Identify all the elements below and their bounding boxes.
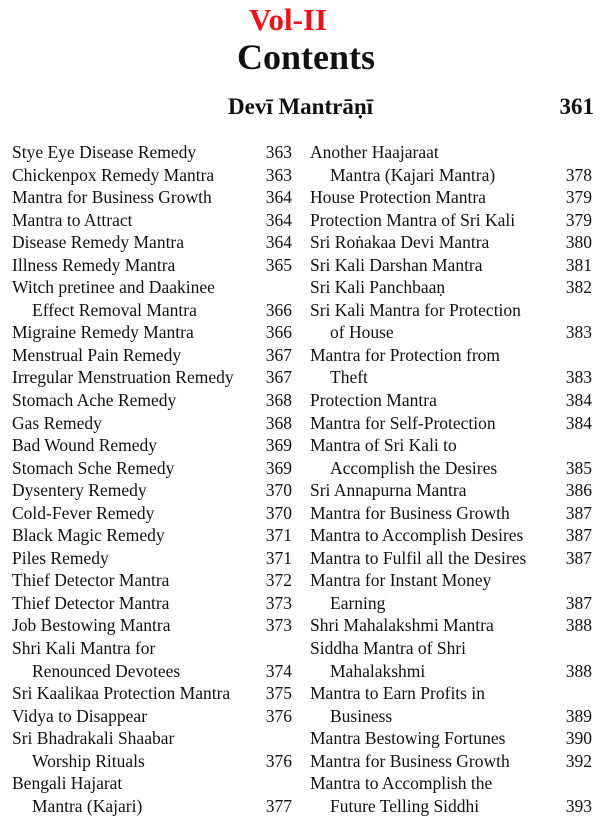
toc-line-continued: [310, 457, 592, 480]
toc-entry: [310, 772, 592, 817]
toc-entry-title: Mantra to Accomplish Desires: [310, 525, 524, 546]
toc-entry-title-continued: Renounced Devotees: [32, 660, 181, 681]
toc-entry-title: Another Haajaraat: [310, 142, 439, 162]
section-page-number: 361: [559, 94, 594, 119]
toc-entry: [310, 479, 592, 502]
toc-page-number: 370: [265, 480, 292, 501]
toc-line: [310, 772, 592, 795]
toc-entry: [12, 502, 292, 525]
toc-line: [12, 141, 292, 164]
toc-entry-title: Bad Wound Remedy: [12, 435, 158, 456]
toc-entry-title: Mantra of Sri Kali to: [310, 435, 457, 456]
toc-entry-title-continued: Mantra (Kajari): [32, 795, 143, 816]
toc-entry: [310, 412, 592, 435]
toc-page-number: 389: [565, 705, 592, 726]
toc-entry-title: Mantra for Instant Money: [310, 570, 492, 591]
toc-page-number: 387: [565, 592, 592, 613]
toc-entry: [310, 682, 592, 727]
toc-entry-title: Mantra to Attract: [12, 209, 133, 230]
toc-line: [310, 141, 592, 164]
toc-entry-title: Vidya to Disappear: [12, 705, 148, 726]
toc-entry-title: Sri Kali Mantra for Protection: [310, 299, 521, 320]
toc-page-number: 366: [265, 299, 292, 320]
toc-page-number: 390: [565, 728, 592, 749]
toc-entry-title: Shri Kali Mantra for: [12, 638, 156, 659]
toc-line-continued: [310, 366, 592, 389]
toc-page-number: 367: [265, 367, 292, 388]
toc-line: [12, 412, 292, 435]
toc-line: [12, 682, 292, 705]
toc-line: [12, 209, 292, 232]
toc-line: [310, 547, 592, 570]
toc-line: [310, 727, 592, 750]
toc-line: [310, 502, 592, 525]
toc-page-number: 376: [265, 750, 292, 771]
toc-entry-title: Stomach Ache Remedy: [12, 390, 177, 411]
toc-line: [12, 479, 292, 502]
toc-entry-title-continued: Worship Rituals: [32, 750, 145, 771]
toc-page-number: 363: [265, 142, 292, 162]
page-title: Contents: [236, 37, 375, 77]
toc-line: [310, 569, 592, 592]
toc-page-number: 387: [565, 547, 592, 568]
toc-line: [12, 727, 292, 750]
toc-entry: [310, 276, 592, 299]
toc-entry-title: Gas Remedy: [12, 412, 102, 433]
toc-line-continued: [12, 299, 292, 322]
toc-page-number: 368: [265, 412, 292, 433]
toc-entry-title: Thief Detector Mantra: [12, 592, 170, 613]
toc-line: [310, 299, 592, 322]
toc-entry: [12, 321, 292, 344]
toc-entry: [310, 750, 592, 773]
toc-entry-title: Mantra to Accomplish the: [310, 773, 493, 794]
toc-line-continued: [12, 750, 292, 773]
toc-line: [12, 434, 292, 457]
toc-entry: [12, 254, 292, 277]
toc-entry: [310, 434, 592, 479]
toc-line: [310, 209, 592, 232]
toc-entry: [310, 614, 592, 637]
toc-page-number: 372: [265, 570, 292, 591]
toc-line: [12, 276, 292, 299]
toc-entry-title-continued: Earning: [330, 592, 386, 613]
toc-entry-title: Thief Detector Mantra: [12, 570, 170, 591]
toc-page-number: 383: [565, 322, 592, 343]
toc-entry: [12, 209, 292, 232]
toc-page-number: 381: [565, 254, 592, 275]
toc-entry: [12, 479, 292, 502]
toc-line: [310, 186, 592, 209]
toc-entry-title: Protection Mantra of Sri Kali: [310, 209, 516, 230]
toc-entry: [12, 569, 292, 592]
toc-entry-title: Stomach Sche Remedy: [12, 457, 175, 478]
toc-entry: [12, 524, 292, 547]
toc-line: [12, 389, 292, 412]
toc-line-continued: [310, 795, 592, 818]
toc-entry: [310, 637, 592, 682]
toc-page-number: 380: [565, 232, 592, 253]
toc-entry: [12, 547, 292, 570]
toc-page-number: 384: [565, 390, 592, 411]
toc-entry-title: Siddha Mantra of Shri: [310, 638, 467, 659]
toc-page-number: 388: [565, 660, 592, 681]
toc-line: [12, 772, 292, 795]
toc-entry-title: Sri Bhadrakali Shaabar: [12, 728, 175, 749]
toc-page-number: 379: [565, 209, 592, 230]
toc-page-number: 366: [265, 322, 292, 343]
toc-entry-title: Irregular Menstruation Remedy: [12, 367, 234, 388]
toc-page-number: 375: [265, 683, 292, 704]
toc-line: [12, 592, 292, 615]
toc-entry-title: Disease Remedy Mantra: [12, 232, 185, 253]
toc-page-number: 385: [565, 457, 592, 478]
toc-entry-title: Mantra for Business Growth: [12, 187, 212, 208]
toc-entry-title: Protection Mantra: [310, 390, 437, 411]
toc-page-number: 393: [565, 795, 592, 816]
toc-page-number: 387: [565, 525, 592, 546]
toc-entry-title: Shri Mahalakshmi Mantra: [310, 615, 494, 636]
toc-line: [12, 637, 292, 660]
toc-entry-title-continued: Theft: [330, 367, 368, 388]
toc-line-continued: [310, 164, 592, 187]
toc-entry-title: Migraine Remedy Mantra: [12, 322, 194, 343]
toc-line: [12, 614, 292, 637]
toc-entry: [12, 231, 292, 254]
toc-entry-title: Sri Kali Darshan Mantra: [310, 254, 483, 275]
toc-line: [310, 254, 592, 277]
toc-entry: [12, 412, 292, 435]
toc-entry: [310, 727, 592, 750]
toc-page-number: 386: [565, 480, 592, 501]
section-title: Devī Mantrāṇī: [228, 94, 374, 119]
toc-page-number: 382: [565, 277, 592, 298]
toc-entry-title: Mantra to Earn Profits in: [310, 683, 485, 704]
toc-page-number: 387: [565, 502, 592, 523]
toc-entry-title: Mantra for Protection from: [310, 344, 501, 365]
toc-entry: [310, 389, 592, 412]
toc-entry: [310, 141, 592, 186]
toc-entry-title: Sri Roṅakaa Devi Mantra: [310, 232, 490, 253]
toc-entry-title-continued: Mantra (Kajari Mantra): [330, 164, 496, 185]
toc-line-continued: [310, 592, 592, 615]
toc-entry-title: Cold-Fever Remedy: [12, 502, 155, 523]
toc-entry-title: Sri Kali Panchbaaṇ: [310, 277, 446, 298]
toc-entry: [310, 569, 592, 614]
toc-line: [12, 321, 292, 344]
toc-entry: [12, 344, 292, 367]
contents-right-column: [310, 141, 592, 817]
toc-entry: [12, 592, 292, 615]
toc-entry-title-continued: Business: [330, 705, 393, 726]
toc-entry: [12, 705, 292, 728]
toc-page-number: 378: [565, 164, 592, 185]
toc-page-number: 364: [265, 232, 292, 253]
toc-line-continued: [310, 705, 592, 728]
toc-entry-title: Sri Annapurna Mantra: [310, 480, 467, 501]
toc-page-number: 371: [265, 525, 292, 546]
toc-page-number: 384: [565, 412, 592, 433]
toc-entry: [12, 186, 292, 209]
toc-entry: [12, 276, 292, 321]
toc-line: [310, 276, 592, 299]
toc-line: [12, 231, 292, 254]
toc-line: [12, 502, 292, 525]
toc-entry: [310, 231, 592, 254]
toc-entry-title-continued: of House: [330, 322, 394, 343]
toc-page-number: 373: [265, 615, 292, 636]
toc-line: [12, 164, 292, 187]
toc-entry: [12, 682, 292, 705]
toc-entry-title: Illness Remedy Mantra: [12, 254, 176, 275]
toc-entry-title: Mantra for Business Growth: [310, 750, 510, 771]
toc-page-number: 369: [265, 435, 292, 456]
toc-page-number: 364: [265, 209, 292, 230]
toc-line: [12, 186, 292, 209]
toc-entry: [12, 614, 292, 637]
toc-entry: [310, 524, 592, 547]
toc-entry-title: Stye Eye Disease Remedy: [12, 142, 197, 162]
toc-page-number: 388: [565, 615, 592, 636]
toc-line: [12, 254, 292, 277]
toc-entry: [12, 164, 292, 187]
toc-entry: [310, 254, 592, 277]
toc-entry-title: Mantra for Self-Protection: [310, 412, 496, 433]
toc-page-number: 370: [265, 502, 292, 523]
toc-entry-title-continued: Future Telling Siddhi: [330, 795, 480, 816]
toc-entry-title: House Protection Mantra: [310, 187, 486, 208]
toc-entry: [12, 434, 292, 457]
toc-page-number: 379: [565, 187, 592, 208]
toc-page-number: 371: [265, 547, 292, 568]
toc-line: [310, 524, 592, 547]
toc-entry: [310, 344, 592, 389]
toc-line-continued: [310, 321, 592, 344]
toc-entry-title: Witch pretinee and Daakinee: [12, 277, 215, 298]
toc-line: [310, 750, 592, 773]
toc-line: [12, 569, 292, 592]
toc-page-number: 364: [265, 187, 292, 208]
toc-entry-title: Chickenpox Remedy Mantra: [12, 164, 215, 185]
toc-line: [310, 434, 592, 457]
toc-line: [310, 479, 592, 502]
toc-entry-title-continued: Effect Removal Mantra: [32, 299, 197, 320]
toc-line-continued: [12, 660, 292, 683]
toc-line-continued: [310, 660, 592, 683]
toc-entry-title: Bengali Hajarat: [12, 773, 123, 794]
toc-entry: [12, 637, 292, 682]
toc-line: [310, 344, 592, 367]
toc-entry: [310, 299, 592, 344]
toc-entry: [12, 457, 292, 480]
toc-page-number: 373: [265, 592, 292, 613]
toc-line: [12, 705, 292, 728]
toc-line: [12, 547, 292, 570]
toc-line: [12, 366, 292, 389]
toc-entry-title: Job Bestowing Mantra: [12, 615, 171, 636]
toc-line: [12, 524, 292, 547]
toc-entry-title-continued: Mahalakshmi: [330, 660, 426, 681]
toc-line: [310, 389, 592, 412]
toc-entry: [12, 389, 292, 412]
toc-entry-title: Black Magic Remedy: [12, 525, 165, 546]
toc-entry: [12, 727, 292, 772]
toc-entry-title: Dysentery Remedy: [12, 480, 147, 501]
toc-entry-title: Menstrual Pain Remedy: [12, 344, 182, 365]
toc-entry-title-continued: Accomplish the Desires: [330, 457, 498, 478]
toc-entry: [12, 141, 292, 164]
toc-line: [310, 231, 592, 254]
toc-entry: [12, 366, 292, 389]
toc-line-continued: [12, 795, 292, 818]
toc-entry: [310, 186, 592, 209]
toc-page-number: 377: [265, 795, 292, 816]
toc-entry: [12, 772, 292, 817]
toc-line: [310, 614, 592, 637]
toc-entry: [310, 209, 592, 232]
toc-line: [12, 344, 292, 367]
toc-page-number: 374: [265, 660, 292, 681]
toc-page-number: 392: [565, 750, 592, 771]
toc-entry-title: Sri Kaalikaa Protection Mantra: [12, 683, 231, 704]
toc-entry: [310, 547, 592, 570]
toc-entry-title: Piles Remedy: [12, 547, 109, 568]
toc-page-number: 383: [565, 367, 592, 388]
toc-page-number: 365: [265, 254, 292, 275]
toc-line: [12, 457, 292, 480]
toc-page-number: 367: [265, 344, 292, 365]
toc-entry: [310, 502, 592, 525]
toc-page-number: 376: [265, 705, 292, 726]
toc-line: [310, 682, 592, 705]
toc-entry-title: Mantra to Fulfil all the Desires: [310, 547, 527, 568]
contents-left-column: [12, 141, 292, 817]
volume-label: Vol-II: [248, 2, 328, 37]
toc-line: [310, 412, 592, 435]
toc-line: [310, 637, 592, 660]
toc-entry-title: Mantra Bestowing Fortunes: [310, 728, 506, 749]
toc-page-number: 369: [265, 457, 292, 478]
toc-page-number: 363: [265, 164, 292, 185]
toc-entry-title: Mantra for Business Growth: [310, 502, 510, 523]
toc-page-number: 368: [265, 390, 292, 411]
